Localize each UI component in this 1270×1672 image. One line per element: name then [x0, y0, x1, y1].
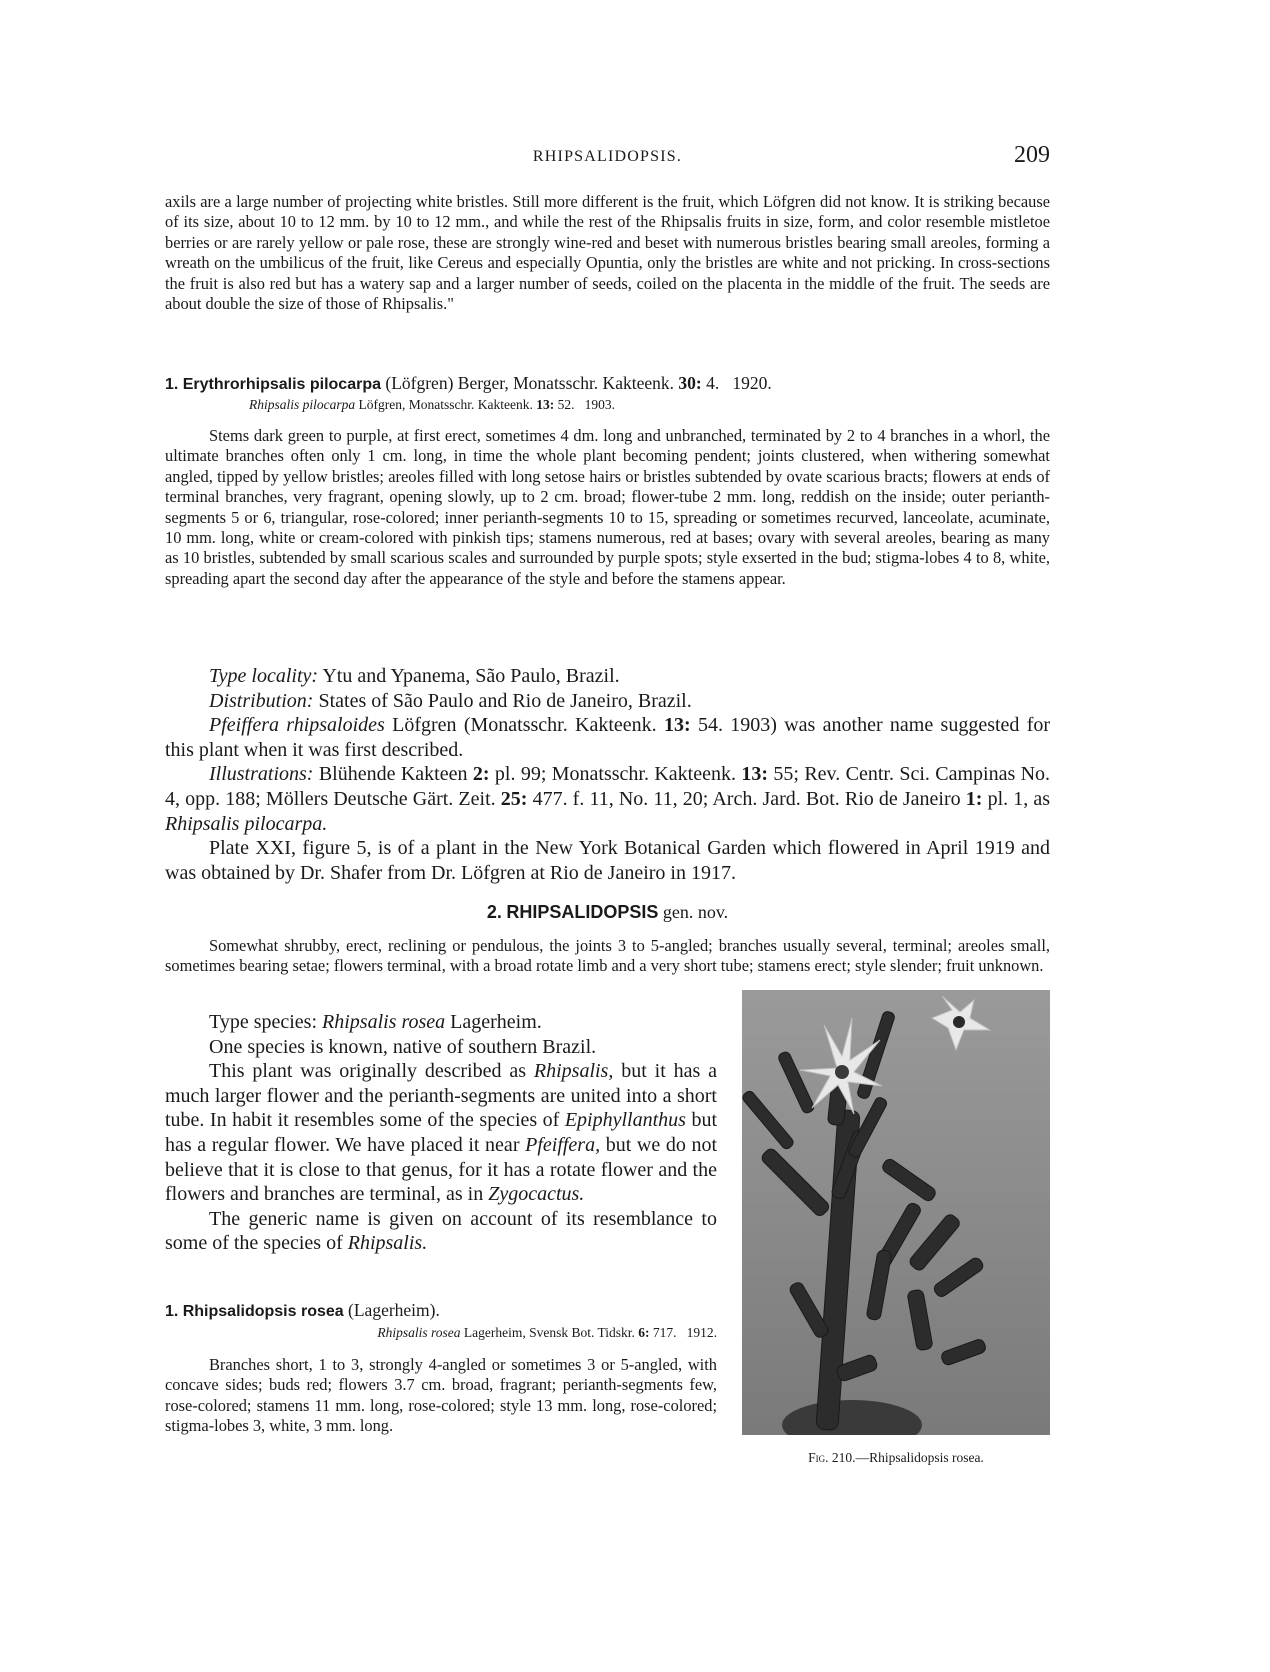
discussion-part3: but has a regular flower. We have placed it near: [165, 1109, 718, 1156]
discussion-part2: but it has a much larger flower and the perianth-segments are united into a short tube. In habit it resembles some of the species of: [165, 1060, 718, 1132]
species2-synonym-name: Rhipsalis rosea: [377, 1325, 461, 1340]
type-locality-label: Type locality:: [209, 665, 319, 687]
illustrations-text4: 477. f. 11, No. 11, 20; Arch. Jard. Bot. Rio de Janeiro: [532, 787, 961, 810]
illustrations-text2: pl. 99; Monatsschr. Kakteenk.: [494, 763, 736, 786]
plate-note: Plate XXI, figure 5, is of a plant in the New York Botanical Garden which flowered in April 1919 and was obtained by Dr. Shafer from Dr. Löfgren at Rio de Janeiro in 1917.: [165, 837, 1050, 884]
running-title: RHIPSALIDOPSIS.: [532, 148, 683, 165]
generic-name-note: [165, 1207, 717, 1256]
discussion-part4: but we do not believe that it is close to that genus, for it has a rotate flower and the flowers and branches are terminal, as in: [165, 1133, 718, 1206]
genus-description-text: Somewhat shrubby, erect, reclining or pendulous, the joints 3 to 5-angled; branches usually several, terminal; areoles small, sometimes bearing setae; flowers terminal, with a broad rotate limb and a very short tube; stamens erect; style slender; fruit unknown.: [165, 936, 1050, 976]
species1-authority: (Löfgren) Berger, Monatsschr. Kakteenk.: [385, 373, 674, 393]
discussion-part1: This plant was originally described as: [209, 1060, 527, 1083]
illustrations-text1: Blühende Kakteen: [318, 763, 468, 786]
type-locality: [165, 664, 1050, 689]
genus-discussion: [165, 1010, 717, 1256]
one-species: One species is known, native of southern Brazil.: [209, 1035, 597, 1058]
species2-synonym-ref: 717. 1912.: [652, 1325, 717, 1340]
running-head: [165, 142, 1050, 172]
illustrations-text5: pl. 1, as: [987, 787, 1051, 810]
generic-name-text: The generic name is given on account of its resemblance to some of the species of: [165, 1207, 717, 1255]
type-species-label: Type species:: [209, 1011, 318, 1033]
distribution-value: States of São Paulo and Rio de Janeiro, Brazil.: [318, 689, 692, 712]
pfeiffera-vol: 13:: [663, 714, 691, 737]
discussion: [165, 1059, 717, 1207]
figure-photo: [742, 990, 1050, 1435]
illustrations-vol3: 25:: [500, 787, 528, 810]
species2-name: Rhipsalidopsis rosea: [182, 1303, 344, 1320]
pfeiffera-note: [165, 713, 1050, 762]
species1-synonym: [165, 395, 1134, 415]
figure-caption-text: —Rhipsalidopsis rosea.: [855, 1450, 984, 1465]
figure-caption-prefix: Fig. 210.: [808, 1450, 856, 1465]
species2-description: [165, 1355, 717, 1437]
page-number: 209: [1014, 142, 1050, 168]
species1-description-text: Stems dark green to purple, at first erect, sometimes 4 dm. long and unbranched, terminated by 2 to 4 branches in a whorl, the ultimate branches often only 1 cm. long, in time the whole plant becoming pendent; joints clustered, when withering somewhat angled, tipped by yellow bristles; areoles filled with long setose hairs or bristles subtended by ovate scarious bracts; flowers at ends of terminal branches, very fragrant, opening slowly, up to 2 cm. broad; flower-tube 2 mm. long, reddish on the inside; outer perianth-segments 5 or 6, triangular, rose-colored; inner perianth-segments 10 to 15, spreading or sometimes recurved, lanceolate, acuminate, 10 mm. long, white or cream-colored with pinkish tips; stamens numerous, red at bases; ovary with several areoles, bearing as many as 10 bristles, subtended by small scarious scales and surrounded by purple spots; style exserted in the bud; stigma-lobes 4 to 8, white, spreading apart the second day after the appearance of the style and before the stamens appear.: [165, 426, 1050, 588]
intro-paragraph: [165, 192, 1050, 314]
species2-synonym-rest: Lagerheim, Svensk Bot. Tidskr.: [463, 1325, 635, 1340]
pfeiffera-text2: 54. 1903) was another name suggested for this plant when it was first described.: [165, 714, 1051, 761]
illustrations-vol1: 2:: [472, 763, 490, 786]
species2-authority: (Lagerheim).: [348, 1300, 440, 1320]
intro-text: axils are a large number of projecting white bristles. Still more different is the fruit, which Löfgren did not know. It is striking because of its size, about 10 to 12 mm. by 10 to 12 mm., and while the rest of the Rhipsalis fruits in size, form, and color resemble mistletoe berries or are rarely yellow or pale rose, these are strongly wine-red and beset with numerous bristles bearing small areoles, forming a wreath on the umbilicus of the fruit, like Cereus and especially Opuntia, only the bristles are white and not pricking. In cross-sections the fruit is also red but has a watery sap and a larger number of seeds, coiled on the placenta in the middle of the fruit. The seeds are about double the size of those of Rhipsalis.": [165, 192, 1050, 314]
species1-synonym-rest: Löfgren, Monatsschr. Kakteenk.: [358, 397, 533, 412]
species1-description: [165, 426, 1050, 589]
discussion-pfeiffera: Pfeiffera,: [525, 1133, 601, 1156]
species2-synonym: [165, 1323, 717, 1343]
genus-heading: [165, 902, 1050, 923]
species1-name: Erythrorhipsalis pilocarpa: [182, 376, 381, 393]
species1-notes: [165, 664, 1050, 885]
type-species-author: Lagerheim.: [450, 1011, 542, 1033]
discussion-rhipsalis: Rhipsalis,: [533, 1060, 614, 1083]
species1-synonym-name: Rhipsalis pilocarpa: [249, 397, 356, 412]
illustrations-vol4: 1:: [965, 787, 983, 810]
pfeiffera-text1: Löfgren (Monatsschr. Kakteenk.: [392, 714, 657, 737]
type-species: [165, 1010, 717, 1035]
genus-description: [165, 936, 1050, 977]
illustrations-text3: 55; Rev. Centr. Sci. Campinas No. 4, opp. 188; Möllers Deutsche Gärt. Zeit.: [165, 763, 1051, 810]
species2-synonym-vol: 6:: [638, 1325, 650, 1340]
plant-illustration: [742, 990, 1050, 1435]
species2-number: 1.: [165, 1303, 179, 1320]
species1-number: 1.: [165, 376, 179, 393]
species1-ref: 4. 1920.: [706, 373, 772, 393]
pfeiffera-name: Pfeiffera rhipsaloides: [209, 714, 385, 737]
illustrations-vol2: 13:: [741, 763, 769, 786]
genus-number: 2.: [486, 902, 502, 922]
illustrations-name: Rhipsalis pilocarpa.: [165, 812, 328, 835]
illustrations: [165, 762, 1050, 836]
generic-name-rhipsalis: Rhipsalis.: [347, 1232, 428, 1255]
species2-description-text: Branches short, 1 to 3, strongly 4-angled or sometimes 3 or 5-angled, with concave sides; buds red; flowers 3.7 cm. broad, fragrant; perianth-segments few, rose-colored; stamens 11 mm. long, rose-colored; style 13 mm. long, rose-colored; stigma-lobes 3, white, 3 mm. long.: [165, 1355, 717, 1436]
species1-heading: [165, 373, 1050, 394]
species1-vol: 30:: [678, 373, 702, 393]
type-species-name: Rhipsalis rosea: [322, 1011, 446, 1033]
illustrations-label: Illustrations:: [209, 763, 314, 786]
genus-name: RHIPSALIDOPSIS: [506, 902, 659, 922]
species2-heading: [165, 1300, 717, 1321]
species1-synonym-ref: 52. 1903.: [557, 397, 615, 412]
species1-synonym-vol: 13:: [536, 397, 555, 412]
distribution: [165, 689, 1050, 714]
discussion-zygocactus: Zygocactus.: [488, 1183, 585, 1206]
discussion-epiphyllanthus: Epiphyllanthus: [564, 1109, 686, 1132]
genus-suffix: gen. nov.: [662, 902, 729, 922]
type-locality-value: Ytu and Ypanema, São Paulo, Brazil.: [322, 665, 620, 687]
distribution-label: Distribution:: [209, 689, 314, 712]
figure-caption: [742, 1450, 1050, 1466]
